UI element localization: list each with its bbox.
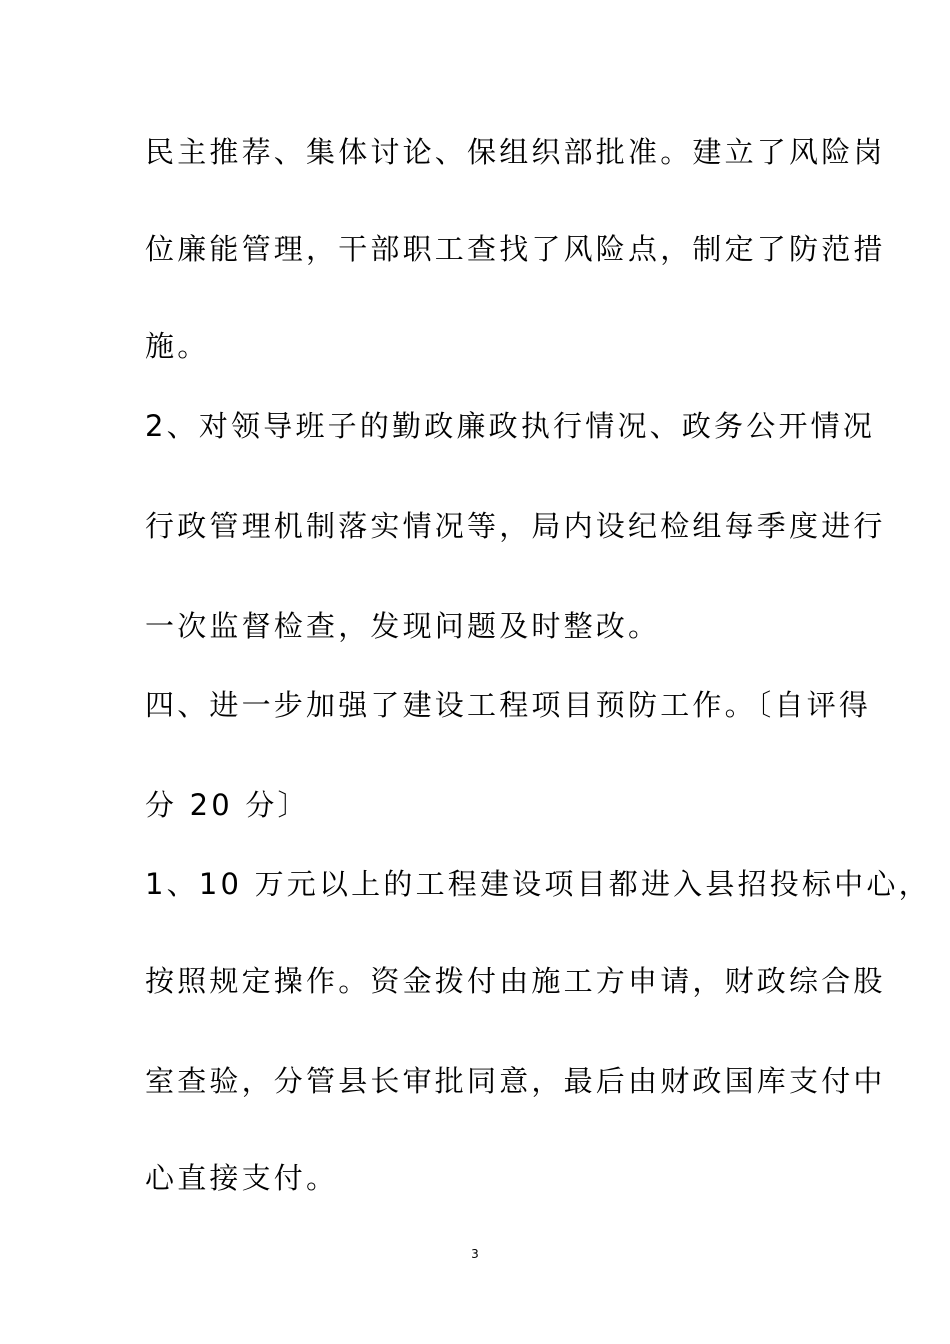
text-line: 行政管理机制落实情况等，局内设纪检组每季度进行 [145, 509, 886, 543]
page-number: 3 [471, 1247, 479, 1261]
text-line: 2、对领导班子的勤政廉政执行情况、政务公开情况 [145, 409, 876, 443]
text-line: 施。 [145, 329, 210, 363]
text-line: 四、进一步加强了建设工程项目预防工作。〔自评得 [145, 688, 872, 722]
text-line: 室查验，分管县长审批同意，最后由财政国库支付中 [145, 1064, 886, 1098]
text-line: 位廉能管理，干部职工查找了风险点，制定了防范措 [145, 232, 886, 266]
text-line: 心直接支付。 [145, 1161, 339, 1195]
text-line: 民主推荐、集体讨论、保组织部批准。建立了风险岗 [145, 135, 886, 169]
text-line: 一次监督检查，发现问题及时整改。 [145, 609, 661, 643]
text-line: 1、10 万元以上的工程建设项目都进入县招投标中心， [145, 867, 931, 901]
text-line: 按照规定操作。资金拨付由施工方申请，财政综合股 [145, 964, 886, 998]
text-line: 分 20 分〕 [145, 788, 310, 822]
